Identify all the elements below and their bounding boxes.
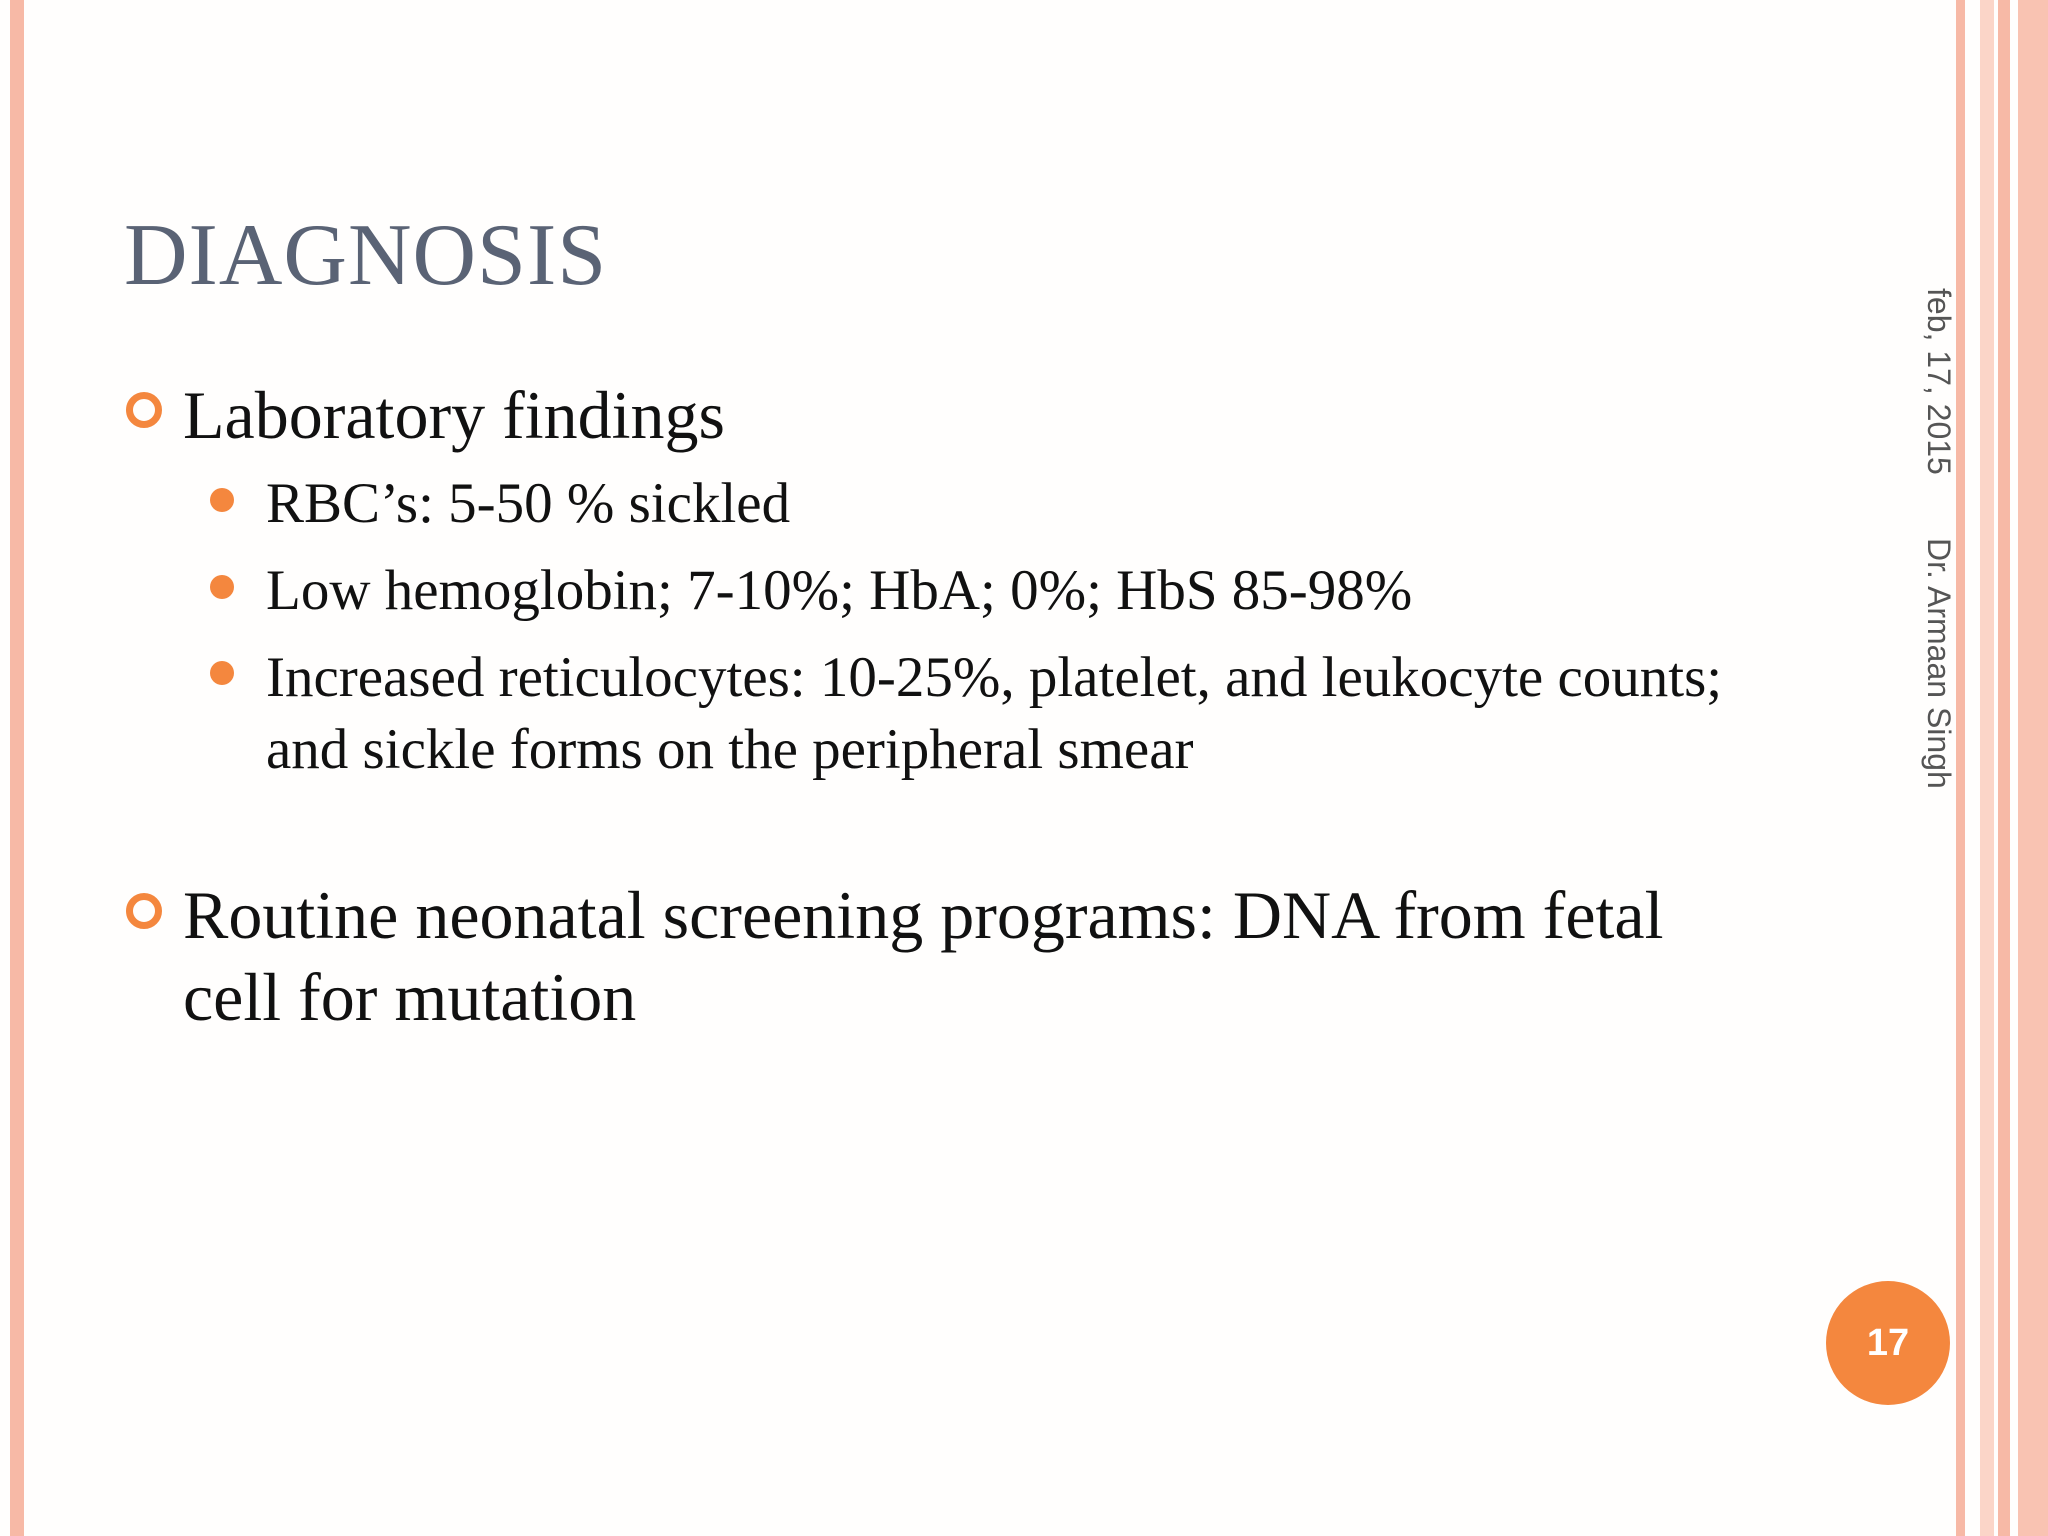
right-border-stripe	[1980, 0, 1994, 1536]
bullet-ring-icon	[126, 392, 162, 428]
right-border-stripe	[1998, 0, 2010, 1536]
bullet-level2: Low hemoglobin; 7-10%; HbA; 0%; HbS 85-98%	[266, 559, 1413, 622]
footer-date: feb, 17, 2015	[1921, 288, 1957, 475]
bullet-level1: Laboratory findings	[183, 377, 725, 453]
footer-author: Dr. Armaan Singh	[1921, 538, 1957, 789]
bullet-dot-icon	[210, 661, 234, 685]
slide-title: DIAGNOSIS	[124, 207, 608, 304]
page-number: 17	[1866, 1321, 1910, 1364]
bullet-dot-icon	[210, 575, 234, 599]
bullet-dot-icon	[210, 488, 234, 512]
bullet-level2: Increased reticulocytes: 10-25%, platelet, and leukocyte counts; and sickle forms on the peripheral smear	[266, 646, 1723, 781]
bullet-level2: RBC’s: 5-50 % sickled	[266, 472, 791, 535]
right-border-stripe	[1956, 0, 1965, 1536]
bullet-ring-icon	[126, 893, 162, 929]
bullet-level1: Routine neonatal screening programs: DNA from fetal cell for mutation	[183, 877, 1664, 1035]
left-border-stripe	[10, 0, 24, 1536]
page-number-badge	[1826, 1281, 1950, 1405]
right-border-stripe	[2018, 0, 2048, 1536]
